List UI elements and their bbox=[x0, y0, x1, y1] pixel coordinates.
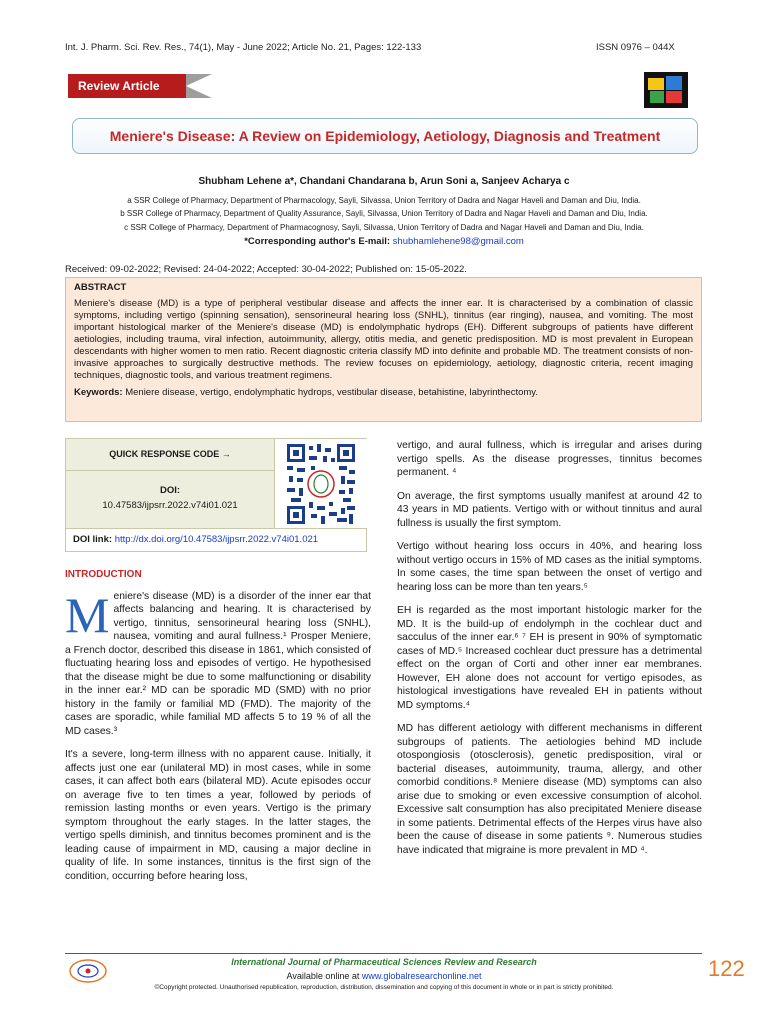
header-citation: Int. J. Pharm. Sci. Rev. Res., 74(1), May - June 2022; Article No. 21, Pages: 122-133 bbox=[65, 42, 422, 53]
article-type-badge: Review Article bbox=[68, 74, 186, 98]
qr-code-cell bbox=[274, 439, 367, 528]
right-paragraph-4: EH is regarded as the most important histologic marker for the MD. It is the build-up of endolymph in the cochlear duct and sacculus of the inner ear.⁶ ⁷ EH is present in 90% of symptomatic cases of MD.⁵ Increased cochlear duct pressure has a detrimental effect on the organ of Corti and other inner ear membranes. However, EH alone does not account for vertigo episodes, as histological investigations have revealed EH in patients without MD symptoms.⁴ bbox=[397, 605, 702, 711]
corresponding-label: *Corresponding author's E-mail: bbox=[244, 236, 391, 247]
affiliation-c: c SSR College of Pharmacy, Department of Pharmacognosy, Sayli, Silvassa, Union Territory of Dadra and Nagar Haveli and Daman and Diu, India. bbox=[124, 223, 644, 232]
drop-cap: M bbox=[65, 586, 110, 643]
keywords-text: Meniere disease, vertigo, endolymphatic hydrops, vestibular disease, betahistine, labyrinthectomy. bbox=[125, 387, 538, 398]
abstract-box bbox=[65, 277, 702, 422]
article-title: Meniere's Disease: A Review on Epidemiology, Aetiology, Diagnosis and Treatment bbox=[72, 118, 698, 154]
keywords-label: Keywords: bbox=[74, 387, 123, 398]
footer-copyright: ©Copyright protected. Unauthorised republication, reproduction, distribution, dissemination and copying of this document in whole or in part is strictly prohibited. bbox=[154, 984, 614, 991]
journal-logo-icon bbox=[644, 72, 688, 108]
intro-paragraph-1 bbox=[65, 586, 371, 739]
intro-paragraph-1-text: eniere's disease (MD) is a disorder of the inner ear that affects balancing and hearing. It is characterised by vertigo, tinnitus, sensorineural hearing loss (SNHL), nausea, vomiting and aural fullness.¹ Prosper Meniere, a French doctor, described this disease in 1861, which consisted of fluctuating hearing loss and episodes of vertigo. He hypothesised that the disease might be due to some malfunctioning or disability in the inner ear.² MD can be sporadic MD (SMD) with no prior history in the family or familial MD (FMD). The majority of the cases are sporadic, while familial MD affects 5 to 19 % of all the MD cases.³ bbox=[65, 590, 371, 737]
doi-link-row bbox=[66, 528, 366, 552]
footer-journal-name: International Journal of Pharmaceutical Sciences Review and Research bbox=[231, 957, 537, 967]
affiliation-b: b SSR College of Pharmacy, Department of Quality Assurance, Sayli, Silvassa, Union Territory of Dadra and Nagar Haveli and Daman and Diu, India. bbox=[120, 209, 648, 218]
doi-label: DOI: bbox=[159, 485, 181, 496]
page-number: 122 bbox=[708, 956, 745, 981]
corresponding-email-link[interactable]: shubhamlehene98@gmail.com bbox=[392, 236, 524, 247]
author-list: Shubham Lehene a*, Chandani Chandarana b, Arun Soni a, Sanjeev Acharya c bbox=[198, 176, 570, 187]
footer-availability bbox=[0, 971, 768, 981]
doi-value: 10.47583/ijpsrr.2022.v74i01.021 bbox=[102, 500, 238, 511]
doi-link-label: DOI link: bbox=[73, 534, 113, 545]
qr-doi-table bbox=[65, 438, 367, 552]
introduction-heading: INTRODUCTION bbox=[65, 569, 142, 580]
doi-cell bbox=[66, 470, 274, 528]
right-column bbox=[397, 439, 702, 867]
badge-ribbon-shape bbox=[186, 74, 212, 98]
header-issn: ISSN 0976 – 044X bbox=[596, 42, 675, 53]
qr-code-icon[interactable] bbox=[287, 444, 355, 524]
corresponding-author bbox=[0, 236, 768, 247]
affiliation-a: a SSR College of Pharmacy, Department of Pharmacology, Sayli, Silvassa, Union Territory of Dadra and Nagar Haveli and Daman and Diu, India. bbox=[127, 196, 641, 205]
footer-divider bbox=[65, 953, 702, 954]
right-paragraph-5: MD has different aetiology with different mechanisms in different subgroups of patients. The aetiologies behind MD include otospongiosis (otosclerosis), genetic predisposition, viral or bacterial diseases, autoimmunity, trauma, allergy, and other comorbid conditions.⁸ Meniere disease (MD) symptoms can also arise due to smoking or even excessive consumption of alcohol. Excessive salt consumption has also precipitated Meniere disease in some patients. Detrimental effects of the Herpes virus have also been the cause of disease in some patients ⁹. Numerous studies have indicated that migraine is more prevalent in MD ⁴. bbox=[397, 723, 702, 856]
right-paragraph-3: Vertigo without hearing loss occurs in 40%, and hearing loss without vertigo occurs in 15% of MD cases as the initial symptoms. In some cases, the time span between the onset of vertigo and hearing loss can be more than ten years.⁵ bbox=[397, 541, 702, 593]
footer-available-label: Available online at bbox=[286, 971, 360, 981]
abstract-keywords bbox=[74, 387, 693, 398]
abstract-heading: ABSTRACT bbox=[74, 282, 127, 293]
right-paragraph-1: vertigo, and aural fullness, which is irregular and arises during vertigo spells. As the disease progresses, tinnitus becomes permanent. ⁴ bbox=[397, 440, 702, 478]
qr-label: QUICK RESPONSE CODE → bbox=[66, 439, 274, 470]
footer-site-link[interactable]: www.globalresearchonline.net bbox=[361, 971, 482, 981]
right-paragraph-2: On average, the first symptoms usually manifest at around 42 to 43 years in MD patients. Vertigo with or without tinnitus and aural fullness is usually the first symptom. bbox=[397, 490, 702, 529]
publication-dates: Received: 09-02-2022; Revised: 24-04-2022; Accepted: 30-04-2022; Published on: 15-05-2022. bbox=[65, 264, 467, 275]
abstract-text: Meniere's disease (MD) is a type of peripheral vestibular disease and affects the inner ear. It is characterised by a combination of classic symptoms, including vertigo (spinning sensation), sensorineural hearing loss (SNHL), tinnitus (ear ringing), nausea, and vomiting. The most important histological marker of the Meniere's disease (MD) is endolymphatic hydrops (EH). Different subgroups of patients have different aetiologies, including trauma, viral infection, autoimmunity, allergy, otitis media, and genetic predisposition. MD is most prevalent in European descendants with higher women to men ratio. Recent diagnostic criteria classify MD into definite and probable MD. The treatment consists of non-invasive approaches to surgically destructive methods. The review focuses on epidemiology, aetiology, diagnostic criteria, recent imaging techniques, diagnostic tools, and various treatment regimens. bbox=[74, 298, 693, 381]
left-column bbox=[65, 568, 371, 893]
doi-link[interactable]: http://dx.doi.org/10.47583/ijpsrr.2022.v74i01.021 bbox=[114, 534, 319, 545]
intro-paragraph-2: It's a severe, long-term illness with no apparent cause. Initially, it affects just one ear (unilateral MD) in most cases, while in some cases, it can affect both ears (bilateral MD). Acute episodes occur on average five to ten times a year, followed by periods of remission lasting months or even years. Vertigo is the primary symptom throughout the early stages. In the latter stages, the vertigo spells diminish, and tinnitus becomes prominent and is the leading cause of impairment in MD, causing a major decline in quality of life. In some instances, tinnitus is the first sign of the condition, occurring before hearing loss, bbox=[65, 749, 371, 882]
